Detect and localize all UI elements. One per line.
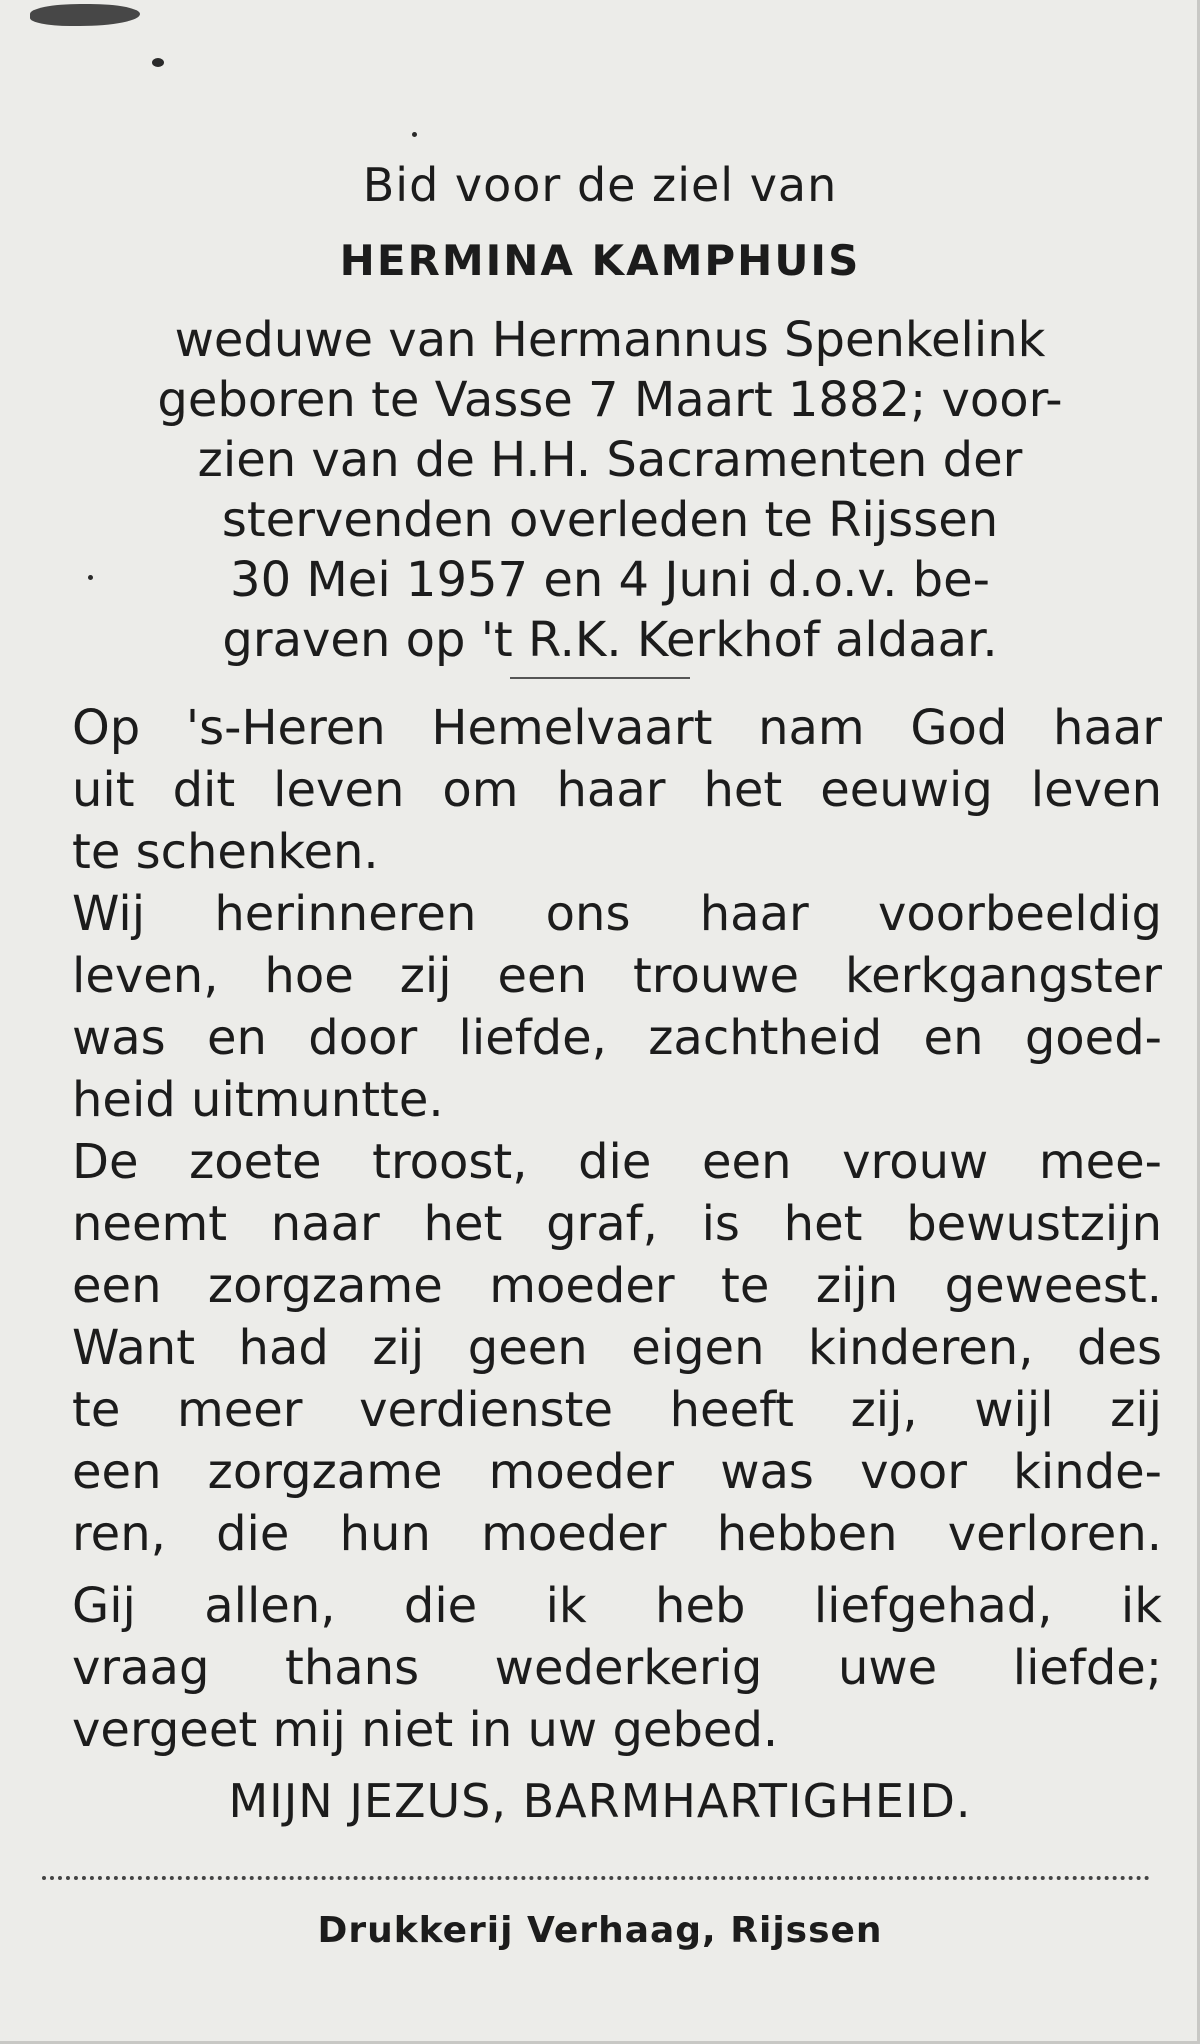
intro-line: zien van de H.H. Sacramenten der (197, 432, 1023, 488)
intro-line: stervenden overleden te Rijssen (221, 492, 999, 548)
divider-rule (510, 677, 690, 679)
body-line: neemt naar het graf, is het bewustzijn (72, 1196, 1162, 1252)
prayer-line: Bid voor de ziel van (362, 158, 838, 212)
ink-speck (152, 58, 164, 67)
body-line: De zoete troost, die een vrouw mee- (72, 1134, 1162, 1190)
deceased-name: HERMINA KAMPHUIS (339, 236, 861, 285)
body-line: een zorgzame moeder was voor kinde- (72, 1444, 1162, 1500)
intro-line: weduwe van Hermannus Spenkelink (174, 312, 1046, 368)
body-line: leven, hoe zij een trouwe kerkgangster (72, 948, 1162, 1004)
body-line: Op 's-Heren Hemelvaart nam God haar (72, 700, 1162, 756)
body-line: vraag thans wederkerig uwe liefde; (72, 1640, 1162, 1696)
ink-speck (412, 132, 417, 137)
body-line: te meer verdienste heeft zij, wijl zij (72, 1382, 1162, 1438)
body-line: was en door liefde, zachtheid en goed- (72, 1010, 1162, 1066)
closing-invocation: MIJN JEZUS, BARMHARTIGHEID. (228, 1774, 972, 1828)
body-line: heid uitmuntte. (72, 1072, 444, 1128)
body-line: te schenken. (72, 824, 379, 880)
body-line: uit dit leven om haar het eeuwig leven (72, 762, 1162, 818)
intro-line: graven op 't R.K. Kerkhof aldaar. (222, 612, 998, 668)
intro-line: 30 Mei 1957 en 4 Juni d.o.v. be- (230, 552, 990, 608)
intro-line: geboren te Vasse 7 Maart 1882; voor- (157, 372, 1063, 428)
ink-smudge (30, 4, 140, 26)
printer-credit: Drukkerij Verhaag, Rijssen (317, 1910, 883, 1951)
body-line: vergeet mij niet in uw gebed. (72, 1702, 779, 1758)
body-line: Gij allen, die ik heb liefgehad, ik (72, 1578, 1162, 1634)
body-line: Wij herinneren ons haar voorbeeldig (72, 886, 1162, 942)
body-line: een zorgzame moeder te zijn geweest. (72, 1258, 1162, 1314)
body-line: Want had zij geen eigen kinderen, des (72, 1320, 1162, 1376)
dotted-divider (42, 1876, 1150, 1880)
body-line: ren, die hun moeder hebben verloren. (72, 1506, 1162, 1562)
